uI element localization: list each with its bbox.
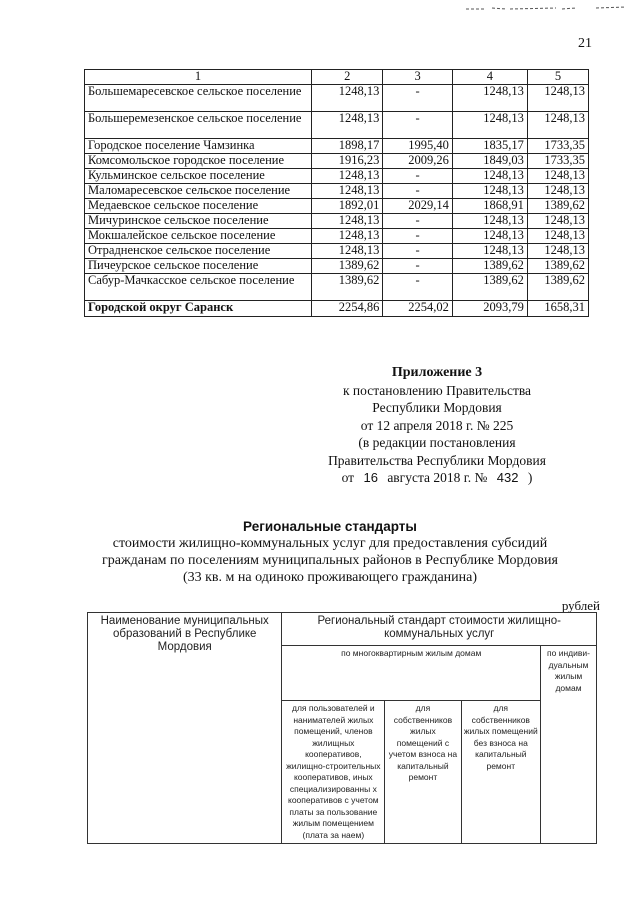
- settlement-name: Медаевское сельское поселение: [85, 199, 312, 214]
- appendix-line: Республики Мордовия: [372, 400, 502, 415]
- standards-line: (33 кв. м на одиноко проживающего гражданина): [182, 570, 478, 585]
- settlement-name: Пичеурское сельское поселение: [85, 259, 312, 274]
- column-group-header: Региональный стандарт стоимости жилищно-коммунальных услуг: [282, 613, 597, 646]
- settlement-name: Городской округ Саранск: [85, 301, 312, 317]
- value-cell: 1248,13: [527, 244, 588, 259]
- value-cell: 1389,62: [527, 199, 588, 214]
- appendix-line: (в редакции постановления: [358, 435, 516, 450]
- value-cell: 1733,35: [527, 154, 588, 169]
- value-cell: 1916,23: [312, 154, 383, 169]
- value-cell: 1995,40: [383, 139, 452, 154]
- settlement-name: Маломаресевское сельское поселение: [85, 184, 312, 199]
- settlements-table: [84, 69, 589, 317]
- table-row: [85, 85, 589, 112]
- table-row: [85, 139, 589, 154]
- table-row: [85, 184, 589, 199]
- value-cell: 1658,31: [527, 301, 588, 317]
- table-header-row: [85, 70, 589, 85]
- page-number: 21: [578, 36, 592, 51]
- value-cell: -: [383, 112, 452, 139]
- value-cell: 1248,13: [452, 184, 527, 199]
- standards-line: стоимости жилищно-коммунальных услуг для предоставления субсидий: [112, 536, 548, 551]
- value-cell: 1248,13: [452, 169, 527, 184]
- value-cell: 1248,13: [452, 229, 527, 244]
- value-cell: 1248,13: [452, 244, 527, 259]
- value-cell: 2254,86: [312, 301, 383, 317]
- settlement-name: Большеремезенское сельское поселение: [85, 112, 312, 139]
- table-row: [85, 229, 589, 244]
- table-row: [85, 244, 589, 259]
- value-cell: -: [383, 184, 452, 199]
- standards-line: гражданам по поселениям муниципальных районов в Республике Мордовия: [102, 553, 558, 568]
- value-cell: -: [383, 169, 452, 184]
- value-cell: -: [383, 244, 452, 259]
- table-row: [85, 214, 589, 229]
- settlement-name: Комсомольское городское поселение: [85, 154, 312, 169]
- date-suffix: ): [527, 470, 533, 485]
- value-cell: 1389,62: [312, 274, 383, 301]
- value-cell: 1248,13: [312, 184, 383, 199]
- settlement-name: Отрадненское сельское поселение: [85, 244, 312, 259]
- value-cell: 1389,62: [527, 274, 588, 301]
- value-cell: -: [383, 214, 452, 229]
- value-cell: 1892,01: [312, 199, 383, 214]
- table-row: [85, 274, 589, 301]
- value-cell: 1248,13: [527, 169, 588, 184]
- individual-houses-header: по индиви-дуальным жилым домам: [540, 646, 596, 844]
- appendix-line: от 12 апреля 2018 г. № 225: [360, 417, 514, 433]
- appendix-block: [292, 364, 582, 487]
- table-row: [85, 259, 589, 274]
- settlement-name: Кульминское сельское поселение: [85, 169, 312, 184]
- value-cell: 1248,13: [312, 214, 383, 229]
- value-cell: 1389,62: [452, 259, 527, 274]
- value-cell: 1835,17: [452, 139, 527, 154]
- table-row: [85, 169, 589, 184]
- column-header-name: Наименование муниципальных образований в Республике Мордовия: [88, 613, 282, 844]
- value-cell: 1389,62: [452, 274, 527, 301]
- table-row: [85, 154, 589, 169]
- value-cell: 1248,13: [527, 184, 588, 199]
- value-cell: 2093,79: [452, 301, 527, 317]
- table-row: [85, 112, 589, 139]
- value-cell: -: [383, 259, 452, 274]
- handwritten-number: 432: [496, 470, 519, 485]
- value-cell: 1733,35: [527, 139, 588, 154]
- value-cell: 1849,03: [452, 154, 527, 169]
- table-row: [85, 199, 589, 214]
- value-cell: 1868,91: [452, 199, 527, 214]
- handwritten-day: 16: [363, 470, 378, 485]
- value-cell: 1248,13: [312, 85, 383, 112]
- value-cell: 1389,62: [527, 259, 588, 274]
- header-cell: 3: [383, 70, 452, 85]
- standards-heading: [70, 518, 590, 586]
- scan-artifact: [466, 4, 626, 12]
- header-cell: 1: [85, 70, 312, 85]
- date-prefix: от: [341, 470, 355, 485]
- value-cell: 1389,62: [312, 259, 383, 274]
- value-cell: 1248,13: [452, 214, 527, 229]
- settlement-name: Мокшалейское сельское поселение: [85, 229, 312, 244]
- multi-apartment-header: по многоквартирным жилым домам: [282, 646, 541, 701]
- settlement-name: Городское поселение Чамзинка: [85, 139, 312, 154]
- value-cell: 1248,13: [527, 229, 588, 244]
- date-middle: августа 2018 г. №: [387, 470, 488, 485]
- value-cell: 1248,13: [452, 85, 527, 112]
- value-cell: 1248,13: [312, 244, 383, 259]
- appendix-line: Правительства Республики Мордовия: [328, 452, 546, 468]
- appendix-title: Приложение 3: [391, 365, 483, 380]
- owners-without-repair-header: для собственников жилых помещений без взноса на капитальный ремонт: [461, 701, 540, 844]
- settlement-name: Мичуринское сельское поселение: [85, 214, 312, 229]
- value-cell: 1898,17: [312, 139, 383, 154]
- value-cell: 2029,14: [383, 199, 452, 214]
- value-cell: 1248,13: [312, 112, 383, 139]
- value-cell: 1248,13: [527, 85, 588, 112]
- value-cell: -: [383, 274, 452, 301]
- owners-with-repair-header: для собственников жилых помещений с учетом взноса на капитальный ремонт: [385, 701, 461, 844]
- value-cell: 1248,13: [312, 229, 383, 244]
- value-cell: 2009,26: [383, 154, 452, 169]
- value-cell: 1248,13: [527, 214, 588, 229]
- standards-header-row: [88, 613, 597, 646]
- value-cell: 1248,13: [452, 112, 527, 139]
- standards-table: [87, 612, 597, 844]
- header-cell: 5: [527, 70, 588, 85]
- settlement-name: Большемаресевское сельское поселение: [85, 85, 312, 112]
- header-cell: 4: [452, 70, 527, 85]
- value-cell: 2254,02: [383, 301, 452, 317]
- users-tenants-header: для пользователей и нанимателей жилых помещений, членов жилищных кооперативов, жилищно-строительных кооперативов, иных специализированны х кооперативов с учетом платы за пользование жилым помещением (плата за наем): [282, 701, 385, 844]
- value-cell: 1248,13: [312, 169, 383, 184]
- value-cell: -: [383, 85, 452, 112]
- value-cell: -: [383, 229, 452, 244]
- appendix-line: к постановлению Правительства: [342, 382, 532, 398]
- header-cell: 2: [312, 70, 383, 85]
- settlement-name: Сабур-Мачкасское сельское поселение: [85, 274, 312, 301]
- appendix-date-line: [292, 469, 582, 487]
- currency-unit: рублей: [561, 598, 600, 613]
- standards-title: Региональные стандарты: [243, 519, 417, 534]
- total-row: [85, 301, 589, 317]
- value-cell: 1248,13: [527, 112, 588, 139]
